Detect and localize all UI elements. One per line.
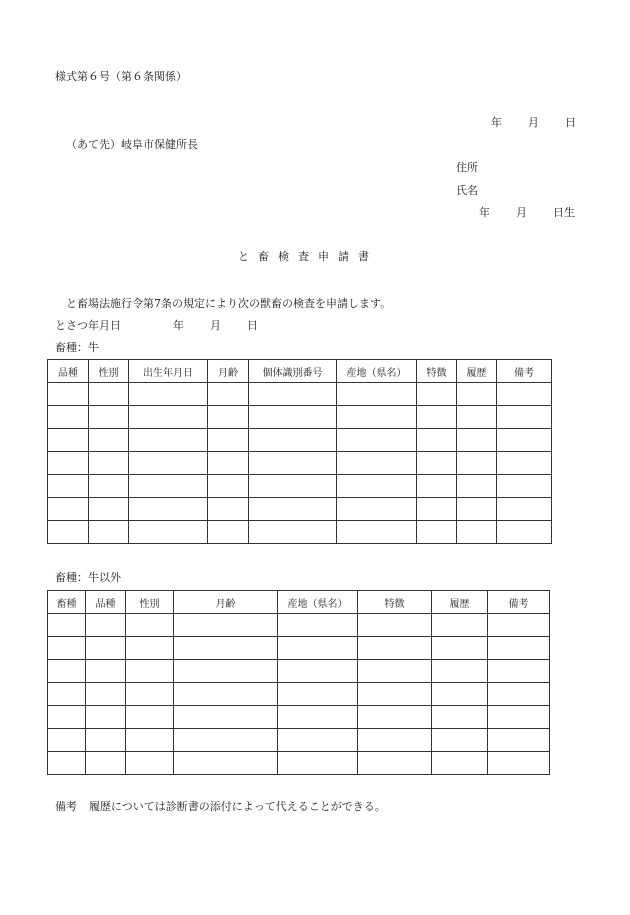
table-row	[48, 475, 552, 498]
other-table-cell-col3[interactable]	[126, 614, 174, 637]
slaughter-date-label: とさつ年月日	[55, 319, 121, 332]
other-table-cell-col5[interactable]	[278, 729, 358, 752]
cattle-table-cell-col4[interactable]	[208, 475, 249, 498]
cattle-table-cell-col6[interactable]	[337, 406, 417, 429]
cattle-table-cell-col2[interactable]	[89, 498, 129, 521]
birth-date-year: 年	[479, 206, 490, 219]
cattle-col-sex: 性別	[89, 360, 129, 383]
cattle-table-cell-col8[interactable]	[457, 383, 497, 406]
cattle-table-cell-col3[interactable]	[129, 498, 208, 521]
other-table-cell-col5[interactable]	[278, 660, 358, 683]
cattle-table-heading: 畜種：牛	[55, 341, 99, 354]
remarks-label: 備考	[55, 800, 77, 813]
name-label: 氏名	[456, 184, 478, 197]
other-table-cell-col6[interactable]	[358, 706, 432, 729]
cattle-table-cell-col7[interactable]	[417, 452, 457, 475]
other-table-cell-col1[interactable]	[48, 614, 86, 637]
cattle-table-cell-col2[interactable]	[89, 429, 129, 452]
cattle-table-cell-col4[interactable]	[208, 452, 249, 475]
other-table-cell-col1[interactable]	[48, 706, 86, 729]
cattle-table-cell-col1[interactable]	[48, 383, 89, 406]
other-table-header-row	[48, 591, 550, 614]
cattle-table-cell-col2[interactable]	[89, 475, 129, 498]
cattle-table-cell-col1[interactable]	[48, 521, 89, 544]
cattle-table-cell-col6[interactable]	[337, 521, 417, 544]
other-table-cell-col2[interactable]	[86, 752, 126, 775]
cattle-table-cell-col2[interactable]	[89, 383, 129, 406]
other-table-cell-col8[interactable]	[488, 683, 550, 706]
cattle-table-cell-col1[interactable]	[48, 429, 89, 452]
cattle-table-cell-col2[interactable]	[89, 452, 129, 475]
other-table-cell-col2[interactable]	[86, 637, 126, 660]
cattle-table-cell-col9[interactable]	[497, 521, 552, 544]
address-label: 住所	[456, 161, 478, 174]
table-row	[48, 683, 550, 706]
cattle-table-cell-col8[interactable]	[457, 475, 497, 498]
other-table-cell-col5[interactable]	[278, 683, 358, 706]
cattle-col-age-months: 月齢	[208, 360, 249, 383]
cattle-table-cell-col2[interactable]	[89, 406, 129, 429]
other-table-cell-col7[interactable]	[432, 637, 488, 660]
other-table-cell-col4[interactable]	[174, 614, 278, 637]
cattle-table-cell-col5[interactable]	[249, 429, 337, 452]
cattle-table-cell-col8[interactable]	[457, 521, 497, 544]
other-table-cell-col1[interactable]	[48, 729, 86, 752]
other-table-cell-col7[interactable]	[432, 729, 488, 752]
cattle-table-cell-col9[interactable]	[497, 383, 552, 406]
birth-date-month: 月	[516, 206, 527, 219]
table-row	[48, 498, 552, 521]
cattle-table-cell-col3[interactable]	[129, 475, 208, 498]
remarks	[55, 800, 386, 814]
other-table-cell-col8[interactable]	[488, 729, 550, 752]
form-number: 様式第６号（第６条関係）	[55, 70, 187, 83]
other-table-heading: 畜種：牛以外	[55, 571, 121, 584]
other-table-cell-col2[interactable]	[86, 729, 126, 752]
table-row	[48, 614, 550, 637]
cattle-table-cell-col6[interactable]	[337, 475, 417, 498]
other-table-cell-col8[interactable]	[488, 706, 550, 729]
other-table-cell-col4[interactable]	[174, 729, 278, 752]
cattle-table-cell-col1[interactable]	[48, 498, 89, 521]
table-row	[48, 406, 552, 429]
other-table-cell-col7[interactable]	[432, 614, 488, 637]
cattle-col-history: 履歴	[457, 360, 497, 383]
other-table-cell-col2[interactable]	[86, 614, 126, 637]
other-table-cell-col6[interactable]	[358, 637, 432, 660]
other-table-cell-col7[interactable]	[432, 660, 488, 683]
other-table-cell-col7[interactable]	[432, 706, 488, 729]
table-row	[48, 729, 550, 752]
header-date-month: 月	[528, 116, 539, 129]
other-table-cell-col1[interactable]	[48, 752, 86, 775]
cattle-table-cell-col1[interactable]	[48, 406, 89, 429]
cattle-table-cell-col4[interactable]	[208, 383, 249, 406]
cattle-table-cell-col5[interactable]	[249, 452, 337, 475]
table-row	[48, 660, 550, 683]
other-table-cell-col1[interactable]	[48, 637, 86, 660]
other-col-history: 履歴	[432, 591, 488, 614]
other-table-cell-col3[interactable]	[126, 660, 174, 683]
table-row	[48, 521, 552, 544]
other-livestock-table	[47, 590, 550, 775]
other-table-cell-col5[interactable]	[278, 706, 358, 729]
other-table-cell-col4[interactable]	[174, 706, 278, 729]
slaughter-date-day: 日	[247, 319, 258, 332]
other-table-cell-col4[interactable]	[174, 660, 278, 683]
cattle-table-cell-col7[interactable]	[417, 521, 457, 544]
cattle-table-header-row	[48, 360, 552, 383]
table-row	[48, 752, 550, 775]
table-row	[48, 429, 552, 452]
other-col-origin: 産地（県名）	[278, 591, 358, 614]
other-table-cell-col6[interactable]	[358, 752, 432, 775]
cattle-table-cell-col6[interactable]	[337, 498, 417, 521]
other-table-cell-col3[interactable]	[126, 637, 174, 660]
other-table-cell-col7[interactable]	[432, 683, 488, 706]
other-table-cell-col3[interactable]	[126, 752, 174, 775]
other-table-cell-col1[interactable]	[48, 683, 86, 706]
other-table-cell-col5[interactable]	[278, 752, 358, 775]
cattle-table-cell-col4[interactable]	[208, 406, 249, 429]
cattle-table-cell-col9[interactable]	[497, 452, 552, 475]
cattle-table-cell-col7[interactable]	[417, 383, 457, 406]
cattle-table-cell-col3[interactable]	[129, 521, 208, 544]
other-table-cell-col3[interactable]	[126, 683, 174, 706]
cattle-col-features: 特徴	[417, 360, 457, 383]
cattle-table-cell-col6[interactable]	[337, 383, 417, 406]
cattle-table-cell-col9[interactable]	[497, 475, 552, 498]
cattle-table-cell-col6[interactable]	[337, 429, 417, 452]
cattle-table-cell-col8[interactable]	[457, 429, 497, 452]
other-table-cell-col8[interactable]	[488, 614, 550, 637]
cattle-col-remarks: 備考	[497, 360, 552, 383]
slaughter-date	[55, 319, 258, 333]
other-table-cell-col2[interactable]	[86, 706, 126, 729]
table-row	[48, 637, 550, 660]
cattle-table-cell-col7[interactable]	[417, 498, 457, 521]
cattle-table-cell-col9[interactable]	[497, 406, 552, 429]
cattle-table-cell-col7[interactable]	[417, 429, 457, 452]
other-col-features: 特徴	[358, 591, 432, 614]
cattle-col-origin: 産地（県名）	[337, 360, 417, 383]
other-table-cell-col6[interactable]	[358, 729, 432, 752]
cattle-table-cell-col5[interactable]	[249, 406, 337, 429]
cattle-table-cell-col5[interactable]	[249, 521, 337, 544]
cattle-table-cell-col1[interactable]	[48, 475, 89, 498]
other-table-cell-col6[interactable]	[358, 660, 432, 683]
cattle-table-cell-col6[interactable]	[337, 452, 417, 475]
cattle-table-cell-col4[interactable]	[208, 429, 249, 452]
cattle-table-cell-col3[interactable]	[129, 406, 208, 429]
other-col-breed: 品種	[86, 591, 126, 614]
other-table-cell-col4[interactable]	[174, 637, 278, 660]
table-row	[48, 706, 550, 729]
cattle-table-cell-col9[interactable]	[497, 429, 552, 452]
header-date-day: 日	[565, 116, 576, 129]
other-table-cell-col2[interactable]	[86, 660, 126, 683]
document-title: と畜検査申請書	[238, 250, 378, 263]
intro-text: と畜場法施行令第7条の規定により次の獣畜の検査を申請します。	[66, 297, 392, 310]
cattle-table-cell-col2[interactable]	[89, 521, 129, 544]
cattle-table-cell-col5[interactable]	[249, 383, 337, 406]
cattle-table-cell-col7[interactable]	[417, 475, 457, 498]
other-table-cell-col1[interactable]	[48, 660, 86, 683]
slaughter-date-month: 月	[210, 319, 221, 332]
addressee: （あて先）岐阜市保健所長	[66, 138, 198, 151]
cattle-table-cell-col5[interactable]	[249, 498, 337, 521]
other-col-age-months: 月齢	[174, 591, 278, 614]
cattle-table-cell-col8[interactable]	[457, 406, 497, 429]
other-table-cell-col5[interactable]	[278, 614, 358, 637]
cattle-table-cell-col9[interactable]	[497, 498, 552, 521]
cattle-table-cell-col3[interactable]	[129, 429, 208, 452]
slaughter-date-year: 年	[173, 319, 184, 332]
cattle-table-cell-col4[interactable]	[208, 498, 249, 521]
cattle-table-cell-col4[interactable]	[208, 521, 249, 544]
other-table-cell-col6[interactable]	[358, 614, 432, 637]
cattle-table	[47, 359, 552, 544]
cattle-col-id-number: 個体識別番号	[249, 360, 337, 383]
remarks-text: 履歴については診断書の添付によって代えることができる。	[89, 800, 386, 813]
other-table-cell-col3[interactable]	[126, 706, 174, 729]
cattle-table-cell-col8[interactable]	[457, 452, 497, 475]
table-row	[48, 452, 552, 475]
other-table-cell-col8[interactable]	[488, 660, 550, 683]
other-table-cell-col4[interactable]	[174, 683, 278, 706]
other-col-sex: 性別	[126, 591, 174, 614]
other-table-cell-col2[interactable]	[86, 683, 126, 706]
cattle-col-breed: 品種	[48, 360, 89, 383]
other-table-cell-col7[interactable]	[432, 752, 488, 775]
other-col-remarks: 備考	[488, 591, 550, 614]
other-table-cell-col3[interactable]	[126, 729, 174, 752]
other-table-cell-col8[interactable]	[488, 752, 550, 775]
other-table-cell-col4[interactable]	[174, 752, 278, 775]
table-row	[48, 383, 552, 406]
cattle-table-cell-col3[interactable]	[129, 383, 208, 406]
other-table-cell-col5[interactable]	[278, 637, 358, 660]
cattle-table-cell-col8[interactable]	[457, 498, 497, 521]
cattle-col-birthdate: 出生年月日	[129, 360, 208, 383]
other-col-species: 畜種	[48, 591, 86, 614]
cattle-table-cell-col3[interactable]	[129, 452, 208, 475]
other-table-cell-col8[interactable]	[488, 637, 550, 660]
other-table-cell-col6[interactable]	[358, 683, 432, 706]
birth-date	[479, 206, 575, 220]
birth-date-day: 日生	[553, 206, 575, 219]
header-date	[491, 116, 576, 130]
cattle-table-cell-col1[interactable]	[48, 452, 89, 475]
cattle-table-cell-col7[interactable]	[417, 406, 457, 429]
cattle-table-cell-col5[interactable]	[249, 475, 337, 498]
header-date-year: 年	[491, 116, 502, 129]
